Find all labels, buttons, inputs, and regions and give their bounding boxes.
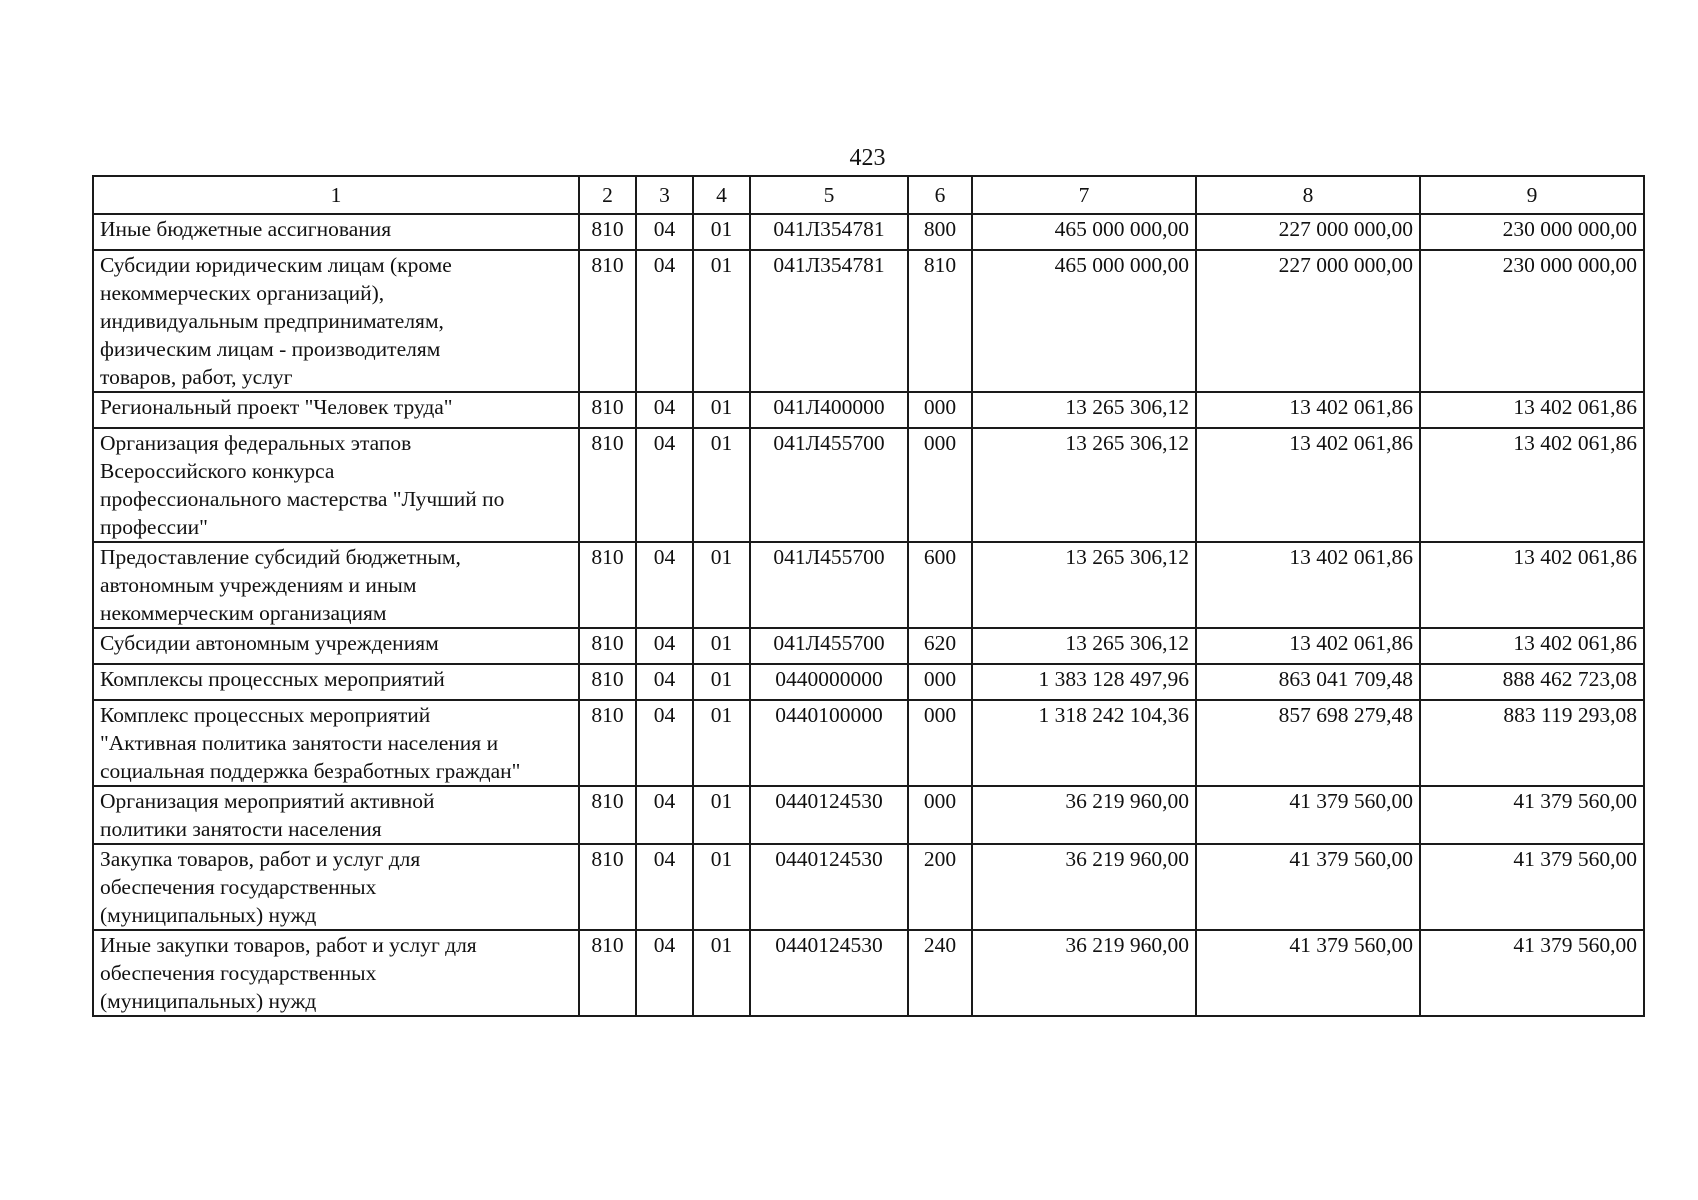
table-row xyxy=(93,664,1644,700)
code-cell: 620 xyxy=(908,628,972,664)
item-name-line: социальная поддержка безработных граждан" xyxy=(100,759,521,783)
code-cell: 01 xyxy=(693,844,750,930)
code-cell: 01 xyxy=(693,664,750,700)
code-cell: 810 xyxy=(579,664,636,700)
item-name-cell xyxy=(93,628,579,664)
table-row xyxy=(93,786,1644,844)
amount-cell: 13 402 061,86 xyxy=(1420,428,1644,542)
code-cell: 810 xyxy=(579,428,636,542)
amount-cell: 41 379 560,00 xyxy=(1196,786,1420,844)
code-cell: 000 xyxy=(908,664,972,700)
code-cell: 000 xyxy=(908,392,972,428)
item-name-line: "Активная политика занятости населения и xyxy=(100,731,499,755)
code-cell: 04 xyxy=(636,214,693,250)
header-cell-3: 3 xyxy=(636,176,693,214)
code-cell: 810 xyxy=(579,250,636,392)
item-name-line: Организация федеральных этапов xyxy=(100,431,412,455)
item-name-line: Всероссийского конкурса xyxy=(100,459,335,483)
header-cell-7: 7 xyxy=(972,176,1196,214)
code-cell: 810 xyxy=(908,250,972,392)
item-name-line: автономным учреждениям и иным xyxy=(100,573,417,597)
page-number: 423 xyxy=(849,145,886,171)
code-cell: 240 xyxy=(908,930,972,1016)
item-name-cell xyxy=(93,542,579,628)
amount-cell: 13 265 306,12 xyxy=(972,428,1196,542)
item-name-cell xyxy=(93,392,579,428)
code-cell: 01 xyxy=(693,428,750,542)
amount-cell: 230 000 000,00 xyxy=(1420,250,1644,392)
code-cell: 0440124530 xyxy=(750,930,908,1016)
table-row xyxy=(93,844,1644,930)
amount-cell: 13 402 061,86 xyxy=(1196,428,1420,542)
item-name-cell xyxy=(93,930,579,1016)
code-cell: 041Л455700 xyxy=(750,428,908,542)
code-cell: 000 xyxy=(908,428,972,542)
amount-cell: 41 379 560,00 xyxy=(1196,930,1420,1016)
amount-cell: 41 379 560,00 xyxy=(1196,844,1420,930)
item-name-cell xyxy=(93,250,579,392)
table-row xyxy=(93,250,1644,392)
item-name-line: профессии" xyxy=(100,515,208,539)
item-name-line: Субсидии автономным учреждениям xyxy=(100,631,439,655)
code-cell: 600 xyxy=(908,542,972,628)
code-cell: 01 xyxy=(693,786,750,844)
amount-cell: 13 402 061,86 xyxy=(1196,392,1420,428)
code-cell: 04 xyxy=(636,844,693,930)
code-cell: 810 xyxy=(579,542,636,628)
table-row xyxy=(93,214,1644,250)
code-cell: 000 xyxy=(908,786,972,844)
item-name-line: Закупка товаров, работ и услуг для xyxy=(100,847,421,871)
header-row xyxy=(93,176,1644,214)
header-cell-1: 1 xyxy=(93,176,579,214)
item-name-cell xyxy=(93,428,579,542)
item-name-line: политики занятости населения xyxy=(100,817,382,841)
code-cell: 041Л400000 xyxy=(750,392,908,428)
code-cell: 01 xyxy=(693,250,750,392)
code-cell: 810 xyxy=(579,392,636,428)
table-row xyxy=(93,628,1644,664)
item-name-cell xyxy=(93,844,579,930)
amount-cell: 227 000 000,00 xyxy=(1196,250,1420,392)
header-cell-9: 9 xyxy=(1420,176,1644,214)
item-name-line: (муниципальных) нужд xyxy=(100,903,317,927)
amount-cell: 36 219 960,00 xyxy=(972,786,1196,844)
code-cell: 041Л455700 xyxy=(750,628,908,664)
amount-cell: 465 000 000,00 xyxy=(972,214,1196,250)
code-cell: 810 xyxy=(579,628,636,664)
code-cell: 810 xyxy=(579,214,636,250)
code-cell: 01 xyxy=(693,392,750,428)
amount-cell: 41 379 560,00 xyxy=(1420,844,1644,930)
code-cell: 04 xyxy=(636,628,693,664)
code-cell: 000 xyxy=(908,700,972,786)
amount-cell: 13 265 306,12 xyxy=(972,628,1196,664)
code-cell: 0440000000 xyxy=(750,664,908,700)
item-name-line: некоммерческим организациям xyxy=(100,601,387,625)
code-cell: 810 xyxy=(579,844,636,930)
header-cell-8: 8 xyxy=(1196,176,1420,214)
item-name-cell xyxy=(93,786,579,844)
budget-table xyxy=(92,175,1645,1017)
amount-cell: 227 000 000,00 xyxy=(1196,214,1420,250)
code-cell: 04 xyxy=(636,542,693,628)
code-cell: 800 xyxy=(908,214,972,250)
amount-cell: 13 402 061,86 xyxy=(1420,542,1644,628)
code-cell: 200 xyxy=(908,844,972,930)
code-cell: 04 xyxy=(636,786,693,844)
code-cell: 810 xyxy=(579,930,636,1016)
item-name-cell xyxy=(93,664,579,700)
code-cell: 0440100000 xyxy=(750,700,908,786)
item-name-line: физическим лицам - производителям xyxy=(100,337,441,361)
item-name-line: (муниципальных) нужд xyxy=(100,989,317,1013)
table-row xyxy=(93,930,1644,1016)
item-name-line: индивидуальным предпринимателям, xyxy=(100,309,444,333)
code-cell: 04 xyxy=(636,428,693,542)
code-cell: 01 xyxy=(693,930,750,1016)
item-name-line: Субсидии юридическим лицам (кроме xyxy=(100,253,452,277)
item-name-cell xyxy=(93,214,579,250)
code-cell: 04 xyxy=(636,700,693,786)
amount-cell: 13 402 061,86 xyxy=(1420,628,1644,664)
amount-cell: 13 402 061,86 xyxy=(1420,392,1644,428)
item-name-line: Организация мероприятий активной xyxy=(100,789,435,813)
item-name-line: Комплексы процессных мероприятий xyxy=(100,667,445,691)
amount-cell: 36 219 960,00 xyxy=(972,844,1196,930)
amount-cell: 888 462 723,08 xyxy=(1420,664,1644,700)
table-row xyxy=(93,542,1644,628)
item-name-line: Региональный проект "Человек труда" xyxy=(100,395,453,419)
item-name-line: Иные закупки товаров, работ и услуг для xyxy=(100,933,477,957)
header-cell-6: 6 xyxy=(908,176,972,214)
code-cell: 04 xyxy=(636,930,693,1016)
item-name-line: Предоставление субсидий бюджетным, xyxy=(100,545,461,569)
item-name-line: профессионального мастерства "Лучший по xyxy=(100,487,505,511)
code-cell: 0440124530 xyxy=(750,786,908,844)
item-name-line: Иные бюджетные ассигнования xyxy=(100,217,392,241)
item-name-line: Комплекс процессных мероприятий xyxy=(100,703,431,727)
amount-cell: 1 318 242 104,36 xyxy=(972,700,1196,786)
code-cell: 041Л354781 xyxy=(750,250,908,392)
code-cell: 04 xyxy=(636,392,693,428)
table-row xyxy=(93,700,1644,786)
amount-cell: 857 698 279,48 xyxy=(1196,700,1420,786)
code-cell: 041Л455700 xyxy=(750,542,908,628)
amount-cell: 41 379 560,00 xyxy=(1420,930,1644,1016)
code-cell: 810 xyxy=(579,786,636,844)
amount-cell: 41 379 560,00 xyxy=(1420,786,1644,844)
amount-cell: 230 000 000,00 xyxy=(1420,214,1644,250)
table-row xyxy=(93,428,1644,542)
amount-cell: 13 265 306,12 xyxy=(972,542,1196,628)
table-row xyxy=(93,392,1644,428)
amount-cell: 863 041 709,48 xyxy=(1196,664,1420,700)
item-name-cell xyxy=(93,700,579,786)
amount-cell: 13 402 061,86 xyxy=(1196,628,1420,664)
header-cell-4: 4 xyxy=(693,176,750,214)
code-cell: 04 xyxy=(636,664,693,700)
item-name-line: некоммерческих организаций), xyxy=(100,281,385,305)
code-cell: 01 xyxy=(693,700,750,786)
code-cell: 0440124530 xyxy=(750,844,908,930)
code-cell: 810 xyxy=(579,700,636,786)
item-name-line: товаров, работ, услуг xyxy=(100,365,293,389)
amount-cell: 1 383 128 497,96 xyxy=(972,664,1196,700)
code-cell: 04 xyxy=(636,250,693,392)
code-cell: 01 xyxy=(693,542,750,628)
code-cell: 041Л354781 xyxy=(750,214,908,250)
item-name-line: обеспечения государственных xyxy=(100,961,377,985)
amount-cell: 36 219 960,00 xyxy=(972,930,1196,1016)
amount-cell: 465 000 000,00 xyxy=(972,250,1196,392)
amount-cell: 13 402 061,86 xyxy=(1196,542,1420,628)
amount-cell: 13 265 306,12 xyxy=(972,392,1196,428)
code-cell: 01 xyxy=(693,628,750,664)
code-cell: 01 xyxy=(693,214,750,250)
header-cell-5: 5 xyxy=(750,176,908,214)
amount-cell: 883 119 293,08 xyxy=(1420,700,1644,786)
item-name-line: обеспечения государственных xyxy=(100,875,377,899)
header-cell-2: 2 xyxy=(579,176,636,214)
